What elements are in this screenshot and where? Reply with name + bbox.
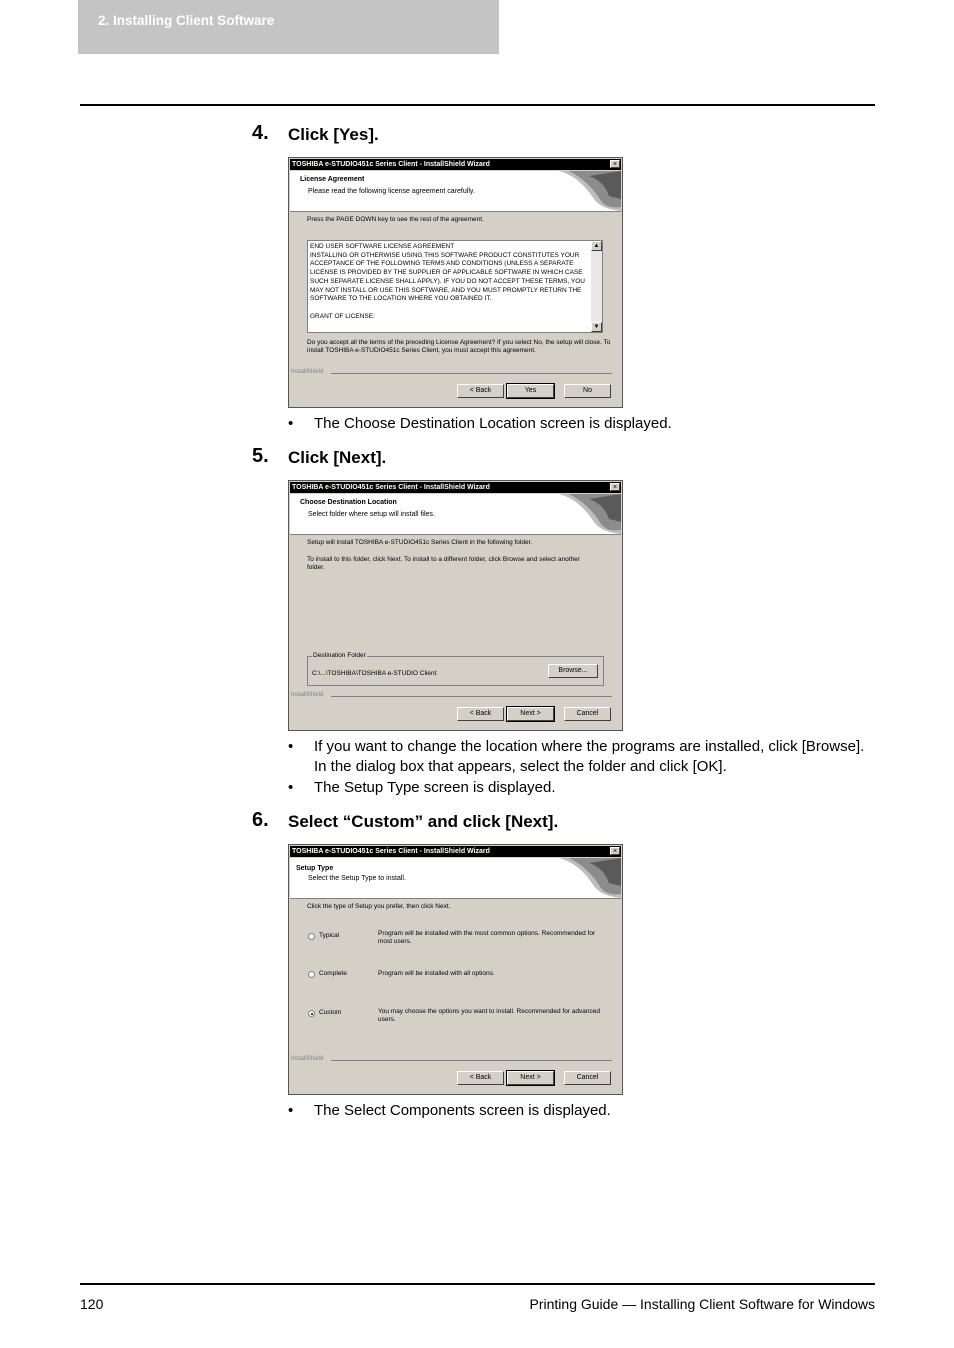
- dialog-titlebar: TOSHIBA e-STUDIO451c Series Client - InstallShield Wizard: [290, 846, 621, 857]
- page-number: 120: [80, 1296, 104, 1312]
- dialog-header: [290, 858, 621, 899]
- radio-label: Custom: [319, 1009, 342, 1016]
- browse-button[interactable]: Browse...: [548, 664, 598, 678]
- destination-path: C:\...\TOSHIBA\TOSHIBA e-STUDIO Client: [312, 670, 437, 677]
- dialog-line: Setup will install TOSHIBA e-STUDIO451c Series Client in the following folder.: [307, 539, 533, 546]
- radio-label: Typical: [319, 932, 340, 939]
- next-button[interactable]: Next >: [507, 1071, 554, 1085]
- section-title: 2. Installing Client Software: [98, 13, 275, 28]
- installshield-label: InstallShield: [291, 1056, 324, 1062]
- cancel-button[interactable]: Cancel: [564, 1071, 611, 1085]
- custom-radio[interactable]: [308, 1010, 315, 1017]
- step-text: Click [Next].: [288, 448, 387, 467]
- option-description: Program will be installed with all options.: [378, 970, 495, 977]
- back-button[interactable]: < Back: [457, 384, 504, 398]
- setup-type-dialog: [288, 844, 623, 1095]
- no-button[interactable]: No: [564, 384, 611, 398]
- option-description: Program will be installed with the most common options. Recommended for most users.: [378, 930, 596, 945]
- wizard-art-icon: [549, 494, 621, 534]
- close-icon[interactable]: ×: [610, 847, 620, 855]
- dialog-subheading: Please read the following license agreement carefully.: [308, 188, 475, 195]
- next-button[interactable]: Next >: [507, 707, 554, 721]
- dialog-line: To install to this folder, click Next. To install to a different folder, click Browse and select another folder.: [307, 556, 580, 571]
- footer-title: Printing Guide — Installing Client Software for Windows: [529, 1296, 875, 1312]
- close-icon[interactable]: ×: [610, 160, 620, 168]
- wizard-art-icon: [549, 858, 621, 898]
- license-textbox[interactable]: [307, 240, 603, 333]
- dialog-heading: Setup Type: [296, 865, 334, 872]
- step-number: 6.: [252, 809, 269, 831]
- step-number: 4.: [252, 122, 269, 144]
- installshield-label: InstallShield: [291, 692, 324, 698]
- close-icon[interactable]: ×: [610, 483, 620, 491]
- radio-label: Complete: [319, 970, 347, 977]
- bottom-rule: [80, 1283, 875, 1285]
- dialog-titlebar: TOSHIBA e-STUDIO451c Series Client - InstallShield Wizard: [290, 159, 621, 170]
- divider: [331, 373, 612, 374]
- wizard-art-icon: [549, 171, 621, 211]
- dialog-header: [290, 171, 621, 212]
- complete-radio[interactable]: [308, 971, 315, 978]
- dialog-question: Do you accept all the terms of the preceding License Agreement? If you select No, the setup will close. To install TOSHIBA e-STUDIO451c Series Client, you must accept this agreement.: [307, 339, 611, 354]
- dialog-subheading: Select the Setup Type to install.: [308, 875, 406, 882]
- typical-radio[interactable]: [308, 933, 315, 940]
- cancel-button[interactable]: Cancel: [564, 707, 611, 721]
- top-rule: [80, 104, 875, 106]
- dialog-heading: Choose Destination Location: [300, 499, 397, 506]
- license-text: END USER SOFTWARE LICENSE AGREEMENT INSTALLING OR OTHERWISE USING THIS SOFTWARE PRODUCT CONSTITUTES YOUR ACCEPTANCE OF THE FOLLOWING TERMS AND CONDITIONS (UNLESS A SEPARATE LICENSE IS PROVIDED BY THE SUPPLIER OF APPLICABLE SOFTWARE IN WHICH CASE SUCH SEPARATE LICENSE SHALL APPLY). IF YOU DO NOT ACCEPT THESE TERMS, YOU MAY NOT INSTALL OR USE THIS SOFTWARE, AND YOU MUST PROMPTLY RETURN THE SOFTWARE TO THE LOCATION WHERE YOU OBTAINED IT. GRANT OF LICENSE:: [310, 243, 586, 320]
- dialog-header: [290, 494, 621, 535]
- step-number: 5.: [252, 445, 269, 467]
- dialog-instruction: Press the PAGE DOWN key to see the rest of the agreement.: [307, 216, 484, 223]
- scroll-down-icon[interactable]: ▼: [591, 322, 602, 332]
- dialog-subheading: Select folder where setup will install files.: [308, 511, 435, 518]
- scrollbar[interactable]: [591, 241, 602, 332]
- installshield-label: InstallShield: [291, 369, 324, 375]
- license-agreement-dialog: [288, 157, 623, 408]
- divider: [331, 696, 612, 697]
- yes-button[interactable]: Yes: [507, 384, 554, 398]
- section-tab: [78, 0, 499, 54]
- option-description: You may choose the options you want to install. Recommended for advanced users.: [378, 1008, 600, 1023]
- destination-dialog: [288, 480, 623, 731]
- divider: [331, 1060, 612, 1061]
- dialog-heading: License Agreement: [300, 176, 365, 183]
- scroll-up-icon[interactable]: ▲: [591, 241, 602, 251]
- destination-folder-group: [307, 652, 604, 686]
- dialog-titlebar: TOSHIBA e-STUDIO451c Series Client - InstallShield Wizard: [290, 482, 621, 493]
- back-button[interactable]: < Back: [457, 707, 504, 721]
- step-text: Select “Custom” and click [Next].: [288, 812, 559, 831]
- dialog-instruction: Click the type of Setup you prefer, then click Next.: [307, 903, 451, 910]
- group-label: Destination Folder: [313, 652, 366, 659]
- step-text: Click [Yes].: [288, 125, 379, 144]
- back-button[interactable]: < Back: [457, 1071, 504, 1085]
